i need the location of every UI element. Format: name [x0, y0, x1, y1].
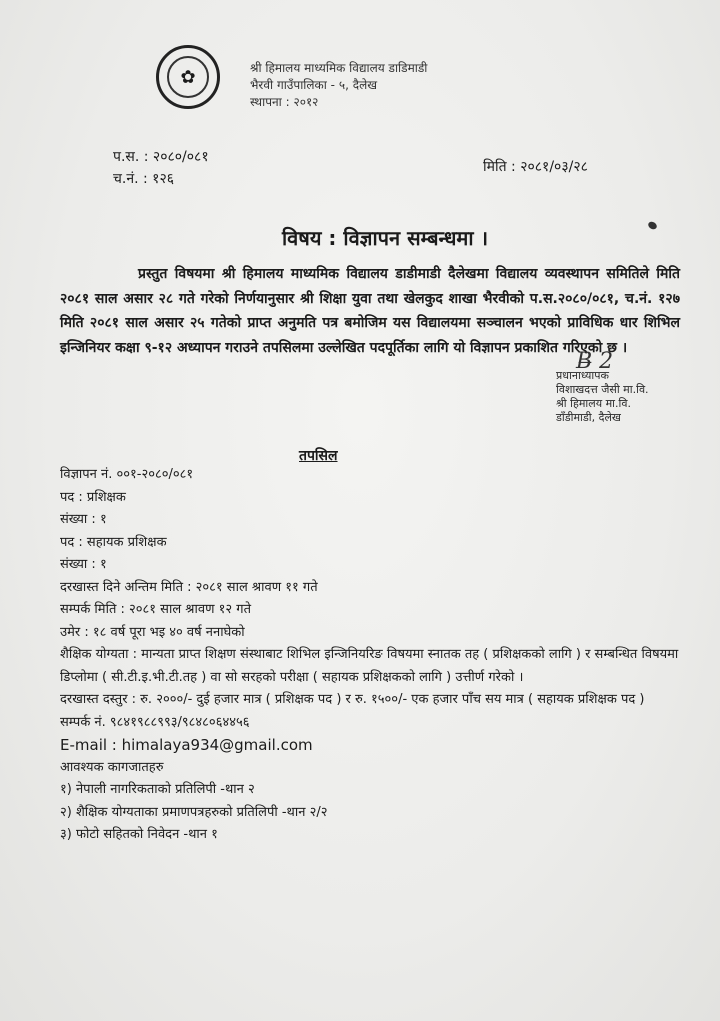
school-established: स्थापना : २०१२ — [250, 95, 319, 109]
count-trainer: संख्या : १ — [60, 512, 107, 527]
ad-number: विज्ञापन नं. ००१-२०८०/०८१ — [60, 467, 194, 482]
contact-email: E-mail : himalaya934@gmail.com — [60, 736, 313, 754]
signature-school: श्री हिमालय मा.वि. — [556, 397, 631, 410]
ink-speck — [647, 220, 658, 231]
post-assistant-trainer: पद : सहायक प्रशिक्षक — [60, 534, 167, 550]
school-logo — [156, 45, 220, 109]
required-documents-heading: आवश्यक कागजातहरु — [60, 759, 164, 775]
signature-scrawl: B̶ 2 — [576, 349, 614, 374]
letter-chalani-number: च.नं. : १२६ — [113, 171, 175, 187]
school-address: भैरवी गाउँपालिका - ५, दैलेख — [250, 78, 378, 92]
signature-name: विशाखदत्त जैसी मा.वि. — [556, 383, 649, 396]
letterhead — [250, 60, 427, 111]
logo-emblem-icon: ✿ — [167, 56, 209, 98]
letter-date: मिति : २०८१/०३/२८ — [483, 159, 588, 175]
signature-block — [556, 349, 649, 425]
contact-date: सम्पर्क मिति : २०८१ साल श्रावण १२ गते — [60, 602, 251, 617]
qualification-requirement: शैक्षिक योग्यता : मान्यता प्राप्त शिक्षण संस्थाबाट शिभिल इन्जिनियरिङ विषयमा स्नातक तह ( प्रशिक्षकको लागि ) र सम्बन्धित विषयमा डिप्लोमा ( सी.टी.इ.भी.टी.तह ) वा सो सरहको परीक्षा ( सहायक प्रशिक्षकको लागि ) उत्तीर्ण गरेको । — [60, 647, 679, 685]
reference-block — [113, 146, 209, 190]
application-deadline: दरखास्त दिने अन्तिम मिति : २०८१ साल श्रावण ११ गते — [60, 579, 318, 595]
signature-place: डाँडीमाडी, दैलेख — [556, 411, 621, 424]
vacancy-details — [60, 464, 700, 847]
letter-body — [60, 262, 680, 360]
required-document-application: ३) फोटो सहितको निवेदन -थान १ — [60, 827, 218, 842]
signature-title: प्रधानाध्यापक — [556, 369, 609, 382]
letter-subject: विषय : विज्ञापन सम्बन्धमा । — [282, 226, 489, 250]
details-heading: तपसिल — [299, 448, 338, 464]
required-document-certificates: २) शैक्षिक योग्यताका प्रमाणपत्रहरुको प्रतिलिपी -थान २/२ — [60, 804, 328, 820]
contact-phone: सम्पर्क नं. ९८४१९८८९९३/९८४८०६४४५६ — [60, 714, 250, 730]
count-assistant-trainer: संख्या : १ — [60, 557, 107, 572]
letter-body-text: प्रस्तुत विषयमा श्री हिमालय माध्यमिक विद्यालय डाडीमाडी दैलेखमा विद्यालय व्यवस्थापन समितिले मिति २०८१ साल असार २८ गते गरेको निर्णयानुसार श्री शिक्षा युवा तथा खेलकुद शाखा भैरवीको प.स.२०८०/०८१, च.नं. १२७ मिति २०८१ साल असार २५ गतेको प्राप्त अनुमति पत्र बमोजिम यस विद्यालयमा सञ्चालन भएको प्राविधिक धार शिभिल इन्जिनियर कक्षा ९-१२ अध्यापन गराउने तपसिलमा उल्लेखित पदपूर्तिका लागि यो विज्ञापन प्रकाशित गरिएको छ । — [60, 266, 680, 356]
letter-ps-number: प.स. : २०८०/०८१ — [113, 149, 209, 165]
age-requirement: उमेर : १८ वर्ष पूरा भइ ४० वर्ष ननाघेको — [60, 624, 245, 640]
school-name: श्री हिमालय माध्यमिक विद्यालय डाडिमाडी — [250, 61, 428, 75]
application-fee: दरखास्त दस्तुर : रु. २०००/- दुई हजार मात्र ( प्रशिक्षक पद ) र रु. १५००/- एक हजार पाँच सय मात्र ( सहायक प्रशिक्षक पद ) — [60, 692, 645, 707]
post-trainer: पद : प्रशिक्षक — [60, 489, 126, 505]
required-document-citizenship: १) नेपाली नागरिकताको प्रतिलिपी -थान २ — [60, 782, 255, 797]
